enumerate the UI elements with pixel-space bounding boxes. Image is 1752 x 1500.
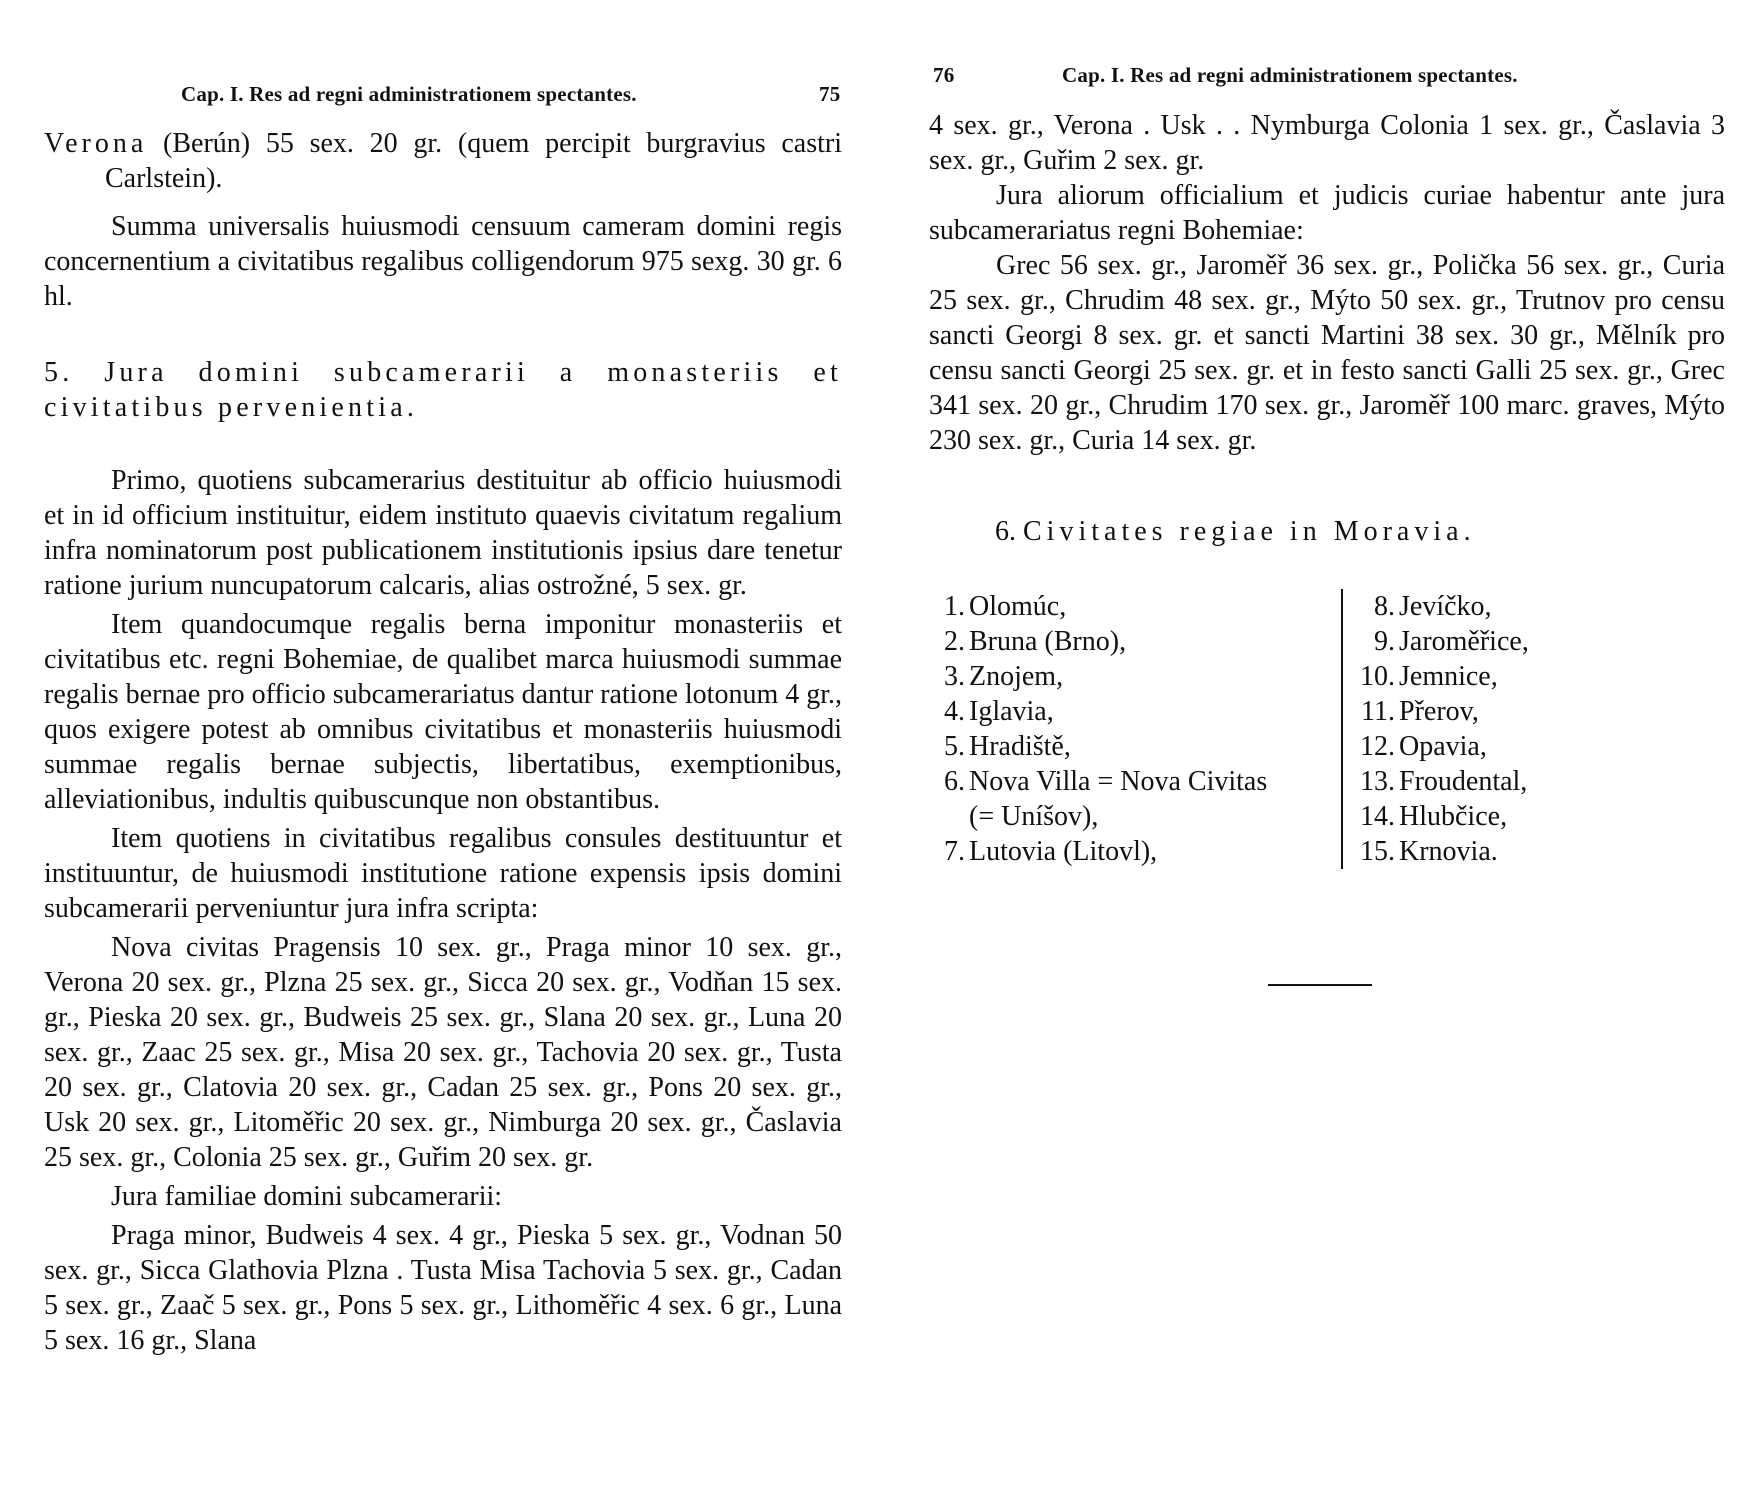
town-number: 14.: [1360, 801, 1395, 832]
town-name: Froudental,: [1399, 766, 1528, 797]
towns-column-left: [929, 589, 1341, 869]
paragraph-grec: Grec 56 sex. gr., Jaroměř 36 sex. gr., Polička 56 sex. gr., Curia 25 sex. gr., Chrudim 48 sex. gr., Mýto 50 sex. gr., Trutnov pro censu sancti Georgi 8 sex. gr. et sancti Martini 38 sex. 30 gr., Mělník pro censu sancti Georgi 25 sex. gr. et in festo sancti Galli 25 sex. gr., Grec 341 sex. 20 gr., Chrudim 170 sex. gr., Jaroměř 100 marc. graves, Mýto 230 sex. gr., Curia 14 sex. gr.: [929, 250, 1725, 456]
town-name: Jaroměřice,: [1399, 626, 1529, 657]
town-name: Krnovia.: [1399, 836, 1498, 867]
section-6-heading: [929, 514, 1725, 549]
left-body-text: [44, 126, 842, 1358]
town-list-item: [929, 659, 1329, 694]
paragraph-town-list: Nova civitas Pragensis 10 sex. gr., Praga minor 10 sex. gr., Verona 20 sex. gr., Plzna 25 sex. gr., Sicca 20 sex. gr., Vodňan 15 sex. gr., Pieska 20 sex. gr., Budweis 25 sex. gr., Slana 20 sex. gr., Luna 20 sex. gr., Zaac 25 sex. gr., Misa 20 sex. gr., Tachovia 20 sex. gr., Tusta 20 sex. gr., Clatovia 20 sex. gr., Cadan 25 sex. gr., Pons 20 sex. gr., Usk 20 sex. gr., Litoměřic 20 sex. gr., Nimburga 20 sex. gr., Časlavia 25 sex. gr., Colonia 25 sex. gr., Guřim 20 sex. gr.: [44, 932, 842, 1173]
town-name: Hradiště,: [969, 731, 1071, 762]
town-list-item: [929, 764, 1329, 799]
summa-paragraph: Summa universalis huiusmodi censuum cameram domini regis concernentium a civitatibus regalibus colligendorum 975 sexg. 30 gr. 6 hl.: [44, 211, 842, 312]
town-list-item: [1351, 764, 1561, 799]
paragraph-item-berna: Item quandocumque regalis berna imponitur monasteriis et civitatibus etc. regni Bohemiae, de qualibet marca huiusmodi summae regalis bernae pro officio subcamerariatus dantur ratione lotonum 4 gr., quos exigere potest ab omnibus civitatibus et monasteriis huiusmodi summae regalis bernae subjectis, libertatibus, exemptionibus, alleviationibus, indultis quibuscunque non obstantibus.: [44, 609, 842, 815]
town-number: 3.: [944, 661, 965, 692]
running-head-left: Cap. I. Res ad regni administrationem spectantes.: [181, 82, 637, 106]
town-name: Přerov,: [1399, 696, 1479, 727]
town-number: 5.: [944, 731, 965, 762]
town-list-item: [929, 624, 1329, 659]
town-name: Hlubčice,: [1399, 801, 1508, 832]
town-list-item: [929, 834, 1329, 869]
town-name: Opavia,: [1399, 731, 1487, 762]
verona-detail: (Berún) 55 sex. 20 gr. (quem percipit burgravius castri Carlstein).: [105, 128, 842, 194]
verona-entry: [44, 126, 842, 196]
town-number: 10.: [1360, 661, 1395, 692]
town-list-item: [1351, 694, 1561, 729]
paragraph-praga-minor: Praga minor, Budweis 4 sex. 4 gr., Pieska 5 sex. gr., Vodnan 50 sex. gr., Sicca Glathovia Plzna . Tusta Misa Tachovia 5 sex. gr., Cadan 5 sex. gr., Zaač 5 sex. gr., Pons 5 sex. gr., Lithoměřic 4 sex. 6 gr., Luna 5 sex. 16 gr., Slana: [44, 1220, 842, 1356]
town-number: 4.: [944, 696, 965, 727]
paragraph-item-consules: Item quotiens in civitatibus regalibus consules destituuntur et instituuntur, de huiusmodi institutione ratione expensis ipsis domini subcamerarii perveniuntur jura infra scripta:: [44, 823, 842, 924]
town-list-item: [1351, 799, 1561, 834]
towns-column-right: [1341, 589, 1561, 869]
town-name: Bruna (Brno),: [969, 626, 1127, 657]
town-list-item: [1351, 834, 1561, 869]
town-list-item: [1351, 729, 1561, 764]
town-number: 7.: [944, 836, 965, 867]
town-name: (= Uníšov),: [969, 801, 1099, 832]
paragraph-jura-aliorum: Jura aliorum officialium et judicis curiae habentur ante jura subcamerariatus regni Bohemiae:: [929, 180, 1725, 246]
section-6-number: 6.: [995, 516, 1016, 547]
town-number: 15.: [1360, 836, 1395, 867]
town-list-item: [929, 589, 1329, 624]
paragraph-primo: Primo, quotiens subcamerarius destituitur ab officio huiusmodi et in id officium instituitur, eidem instituto quaevis civitatum regalium infra nominatorum post publicationem institutionis ipsius dare tenetur ratione jurium nuncupatorum calcaris, alias ostrožné, 5 sex. gr.: [44, 465, 842, 601]
town-name: Nova Villa = Nova Civitas: [969, 766, 1268, 797]
town-list-item: [1351, 624, 1561, 659]
town-name: Znojem,: [969, 661, 1064, 692]
right-body-text: [929, 108, 1725, 549]
page-number-right: 76: [933, 63, 955, 87]
verona-name: Verona: [44, 128, 148, 159]
town-number: 8.: [1374, 591, 1395, 622]
town-name: Iglavia,: [969, 696, 1054, 727]
town-list-item: [1351, 659, 1561, 694]
town-name: Lutovia (Litovl),: [969, 836, 1158, 867]
town-number: 9.: [1374, 626, 1395, 657]
town-number: 11.: [1361, 696, 1395, 727]
town-number: 1.: [944, 591, 965, 622]
town-name: Jevíčko,: [1399, 591, 1492, 622]
paragraph-jura-familiae: Jura familiae domini subcamerarii:: [111, 1181, 503, 1212]
page-number-left: 75: [819, 82, 841, 106]
town-list-item: [929, 799, 1329, 834]
town-number: 12.: [1360, 731, 1395, 762]
town-number: 6.: [944, 766, 965, 797]
continuation-paragraph: 4 sex. gr., Verona . Usk . . Nymburga Colonia 1 sex. gr., Časlavia 3 sex. gr., Guřim 2 sex. gr.: [929, 110, 1725, 176]
town-list-item: [1351, 589, 1561, 624]
end-rule-divider: [1268, 984, 1372, 986]
town-number: 2.: [944, 626, 965, 657]
town-list-item: [929, 729, 1329, 764]
moravian-towns-list: [929, 589, 1569, 869]
right-page: [876, 0, 1752, 1500]
running-head-right: Cap. I. Res ad regni administrationem spectantes.: [1062, 63, 1518, 87]
town-number: 13.: [1360, 766, 1395, 797]
section-5-heading: 5. Jura domini subcamerarii a monasteriis et civitatibus pervenientia.: [44, 357, 842, 423]
town-list-item: [929, 694, 1329, 729]
section-6-title: Civitates regiae in Moravia.: [1023, 516, 1476, 547]
town-name: Olomúc,: [969, 591, 1067, 622]
town-name: Jemnice,: [1399, 661, 1498, 692]
